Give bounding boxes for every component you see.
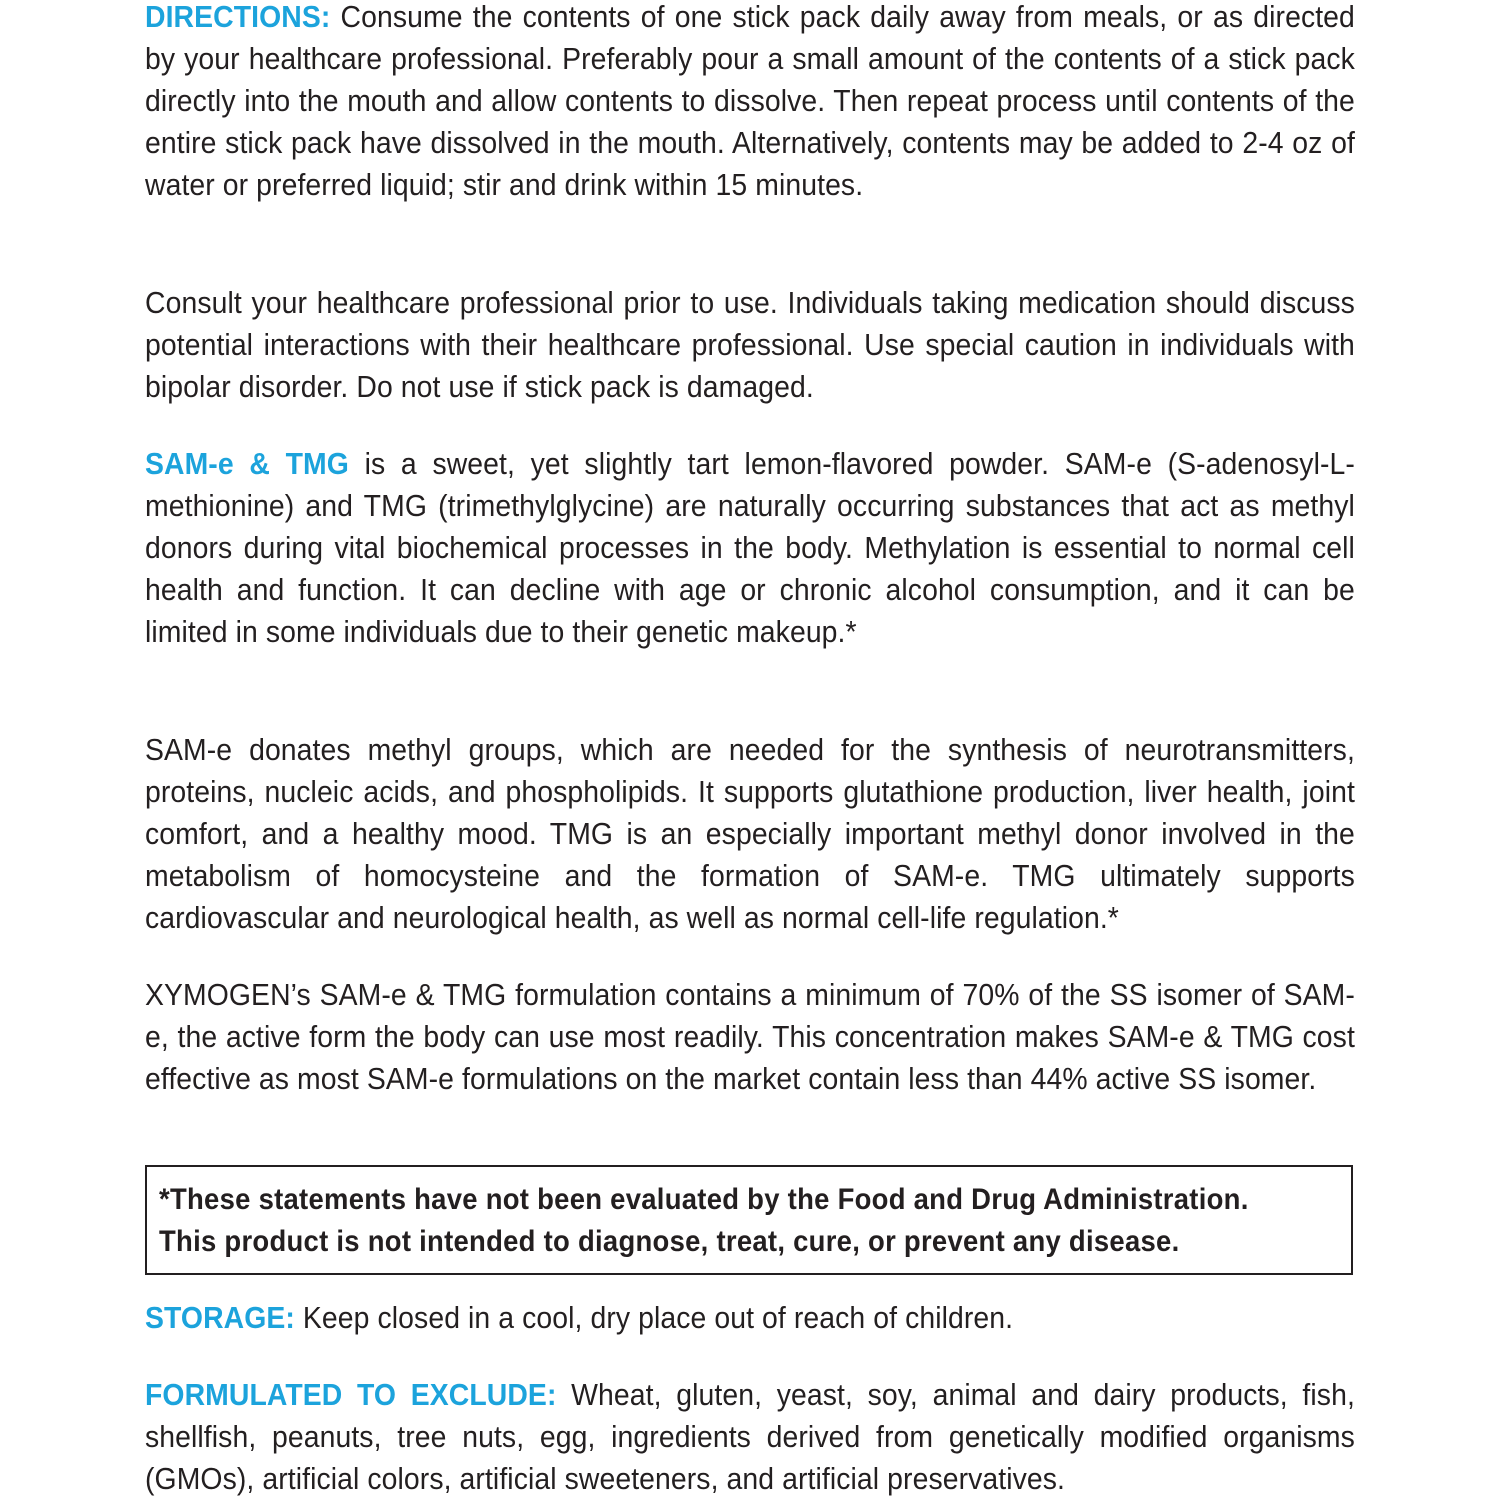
product-intro-paragraph [145,443,1355,653]
fda-disclaimer-box [145,1165,1353,1275]
fda-disclaimer-text [159,1179,1339,1263]
storage-text: Keep closed in a cool, dry place out of reach of children. [294,1301,1014,1335]
product-intro-text: is a sweet, yet slightly tart lemon-flavored powder. SAM-e (S-adenosyl-L-methionine) and TMG (trimethylglycine) are naturally occurring substances that act as methyl donors during vital biochemical processes in the body. Methylation is essential to normal cell health and function. It can decline with age or chronic alcohol consumption, and it can be limited in some individuals due to their genetic makeup.* [145,447,1355,649]
exclude-text: Wheat, gluten, yeast, soy, animal and dairy products, fish, shellfish, peanuts, tree nuts, egg, ingredients derived from genetically modified organisms (GMOs), artificial colors, artificial sweeteners, and artificial preservatives. [145,1378,1355,1496]
formulation-paragraph [145,974,1355,1100]
methyl-donor-paragraph [145,729,1355,939]
directions-heading: DIRECTIONS: [145,0,331,34]
disclaimer-line-2: This product is not intended to diagnose, treat, cure, or prevent any disease. [159,1225,1180,1258]
storage-paragraph [145,1297,1355,1339]
consult-text: Consult your healthcare professional prior to use. Individuals taking medication should discuss potential interactions with their healthcare professional. Use special caution in individuals with bipolar disorder. Do not use if stick pack is damaged. [145,286,1355,404]
methyl-donor-text: SAM-e donates methyl groups, which are needed for the synthesis of neurotransmitters, proteins, nucleic acids, and phospholipids. It supports glutathione production, liver health, joint comfort, and a healthy mood. TMG is an especially important methyl donor involved in the metabolism of homocysteine and the formation of SAM-e. TMG ultimately supports cardiovascular and neurological health, as well as normal cell-life regulation.* [145,733,1355,935]
exclude-paragraph [145,1374,1355,1500]
exclude-heading: FORMULATED TO EXCLUDE: [145,1378,557,1412]
product-name-heading: SAM-e & TMG [145,447,349,481]
storage-heading: STORAGE: [145,1301,295,1335]
formulation-text: XYMOGEN’s SAM-e & TMG formulation contains a minimum of 70% of the SS isomer of SAM-e, the active form the body can use most readily. This concentration makes SAM-e & TMG cost effective as most SAM-e formulations on the market contain less than 44% active SS isomer. [145,978,1355,1096]
consult-paragraph [145,282,1355,408]
disclaimer-line-1: *These statements have not been evaluated by the Food and Drug Administration. [159,1183,1249,1216]
directions-paragraph [145,0,1355,206]
directions-text: Consume the contents of one stick pack daily away from meals, or as directed by your healthcare professional. Preferably pour a small amount of the contents of a stick pack directly into the mouth and allow contents to dissolve. Then repeat process until contents of the entire stick pack have dissolved in the mouth. Alternatively, contents may be added to 2-4 oz of water or preferred liquid; stir and drink within 15 minutes. [145,0,1355,202]
